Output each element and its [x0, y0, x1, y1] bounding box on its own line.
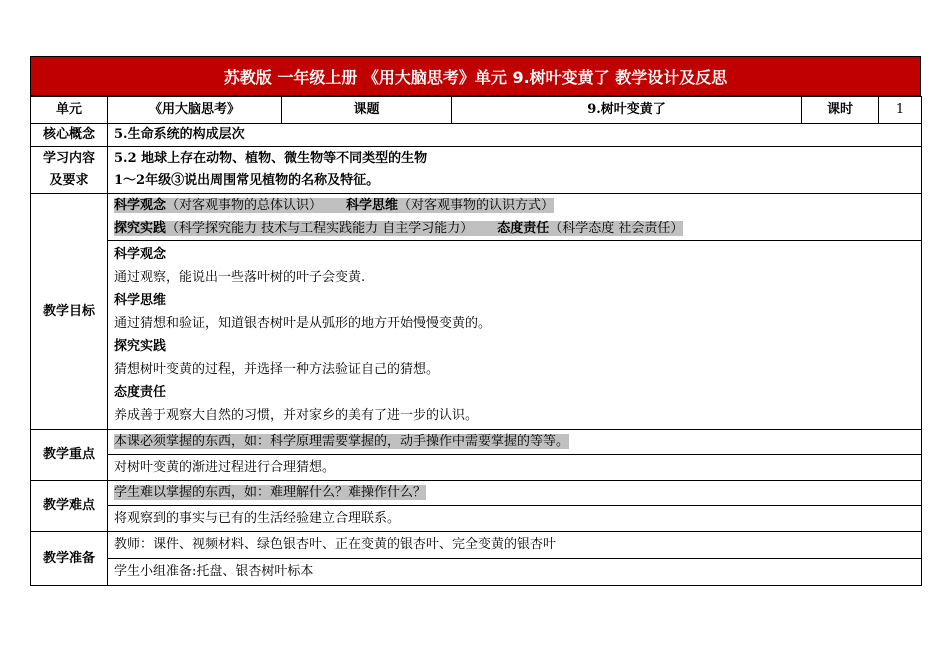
learning-label-line1: 学习内容 — [42, 151, 95, 166]
header-row — [31, 97, 922, 124]
lesson-plan-table — [30, 96, 922, 586]
goals-detail-row — [31, 241, 922, 430]
preparation-students: 学生小组准备:托盘、银杏树叶标本 — [108, 559, 922, 586]
goal-1-text: 通过观察，能说出一些落叶树的叶子会变黄. — [114, 270, 366, 285]
core-concept-row — [31, 124, 922, 147]
lesson-plan-document — [30, 56, 921, 586]
goals-summary-a: 科学观念（对客观事物的总体认识） 科学思维（对客观事物的认识方式） — [114, 198, 555, 213]
unit-label: 单元 — [31, 97, 108, 124]
learning-line1: 5.2 地球上存在动物、植物、微生物等不同类型的生物 — [114, 151, 428, 166]
lesson-label: 课题 — [282, 97, 452, 124]
preparation-students-row — [31, 559, 922, 586]
goal-2-title: 科学思维 — [114, 293, 167, 308]
goals-detail — [108, 241, 922, 430]
learning-row — [31, 147, 922, 194]
preparation-label: 教学准备 — [31, 532, 108, 586]
preparation-teacher-row — [31, 532, 922, 559]
goal-3-text: 猜想树叶变黄的过程，并选择一种方法验证自己的猜想。 — [114, 362, 440, 377]
goals-summary-row — [31, 194, 922, 241]
core-concept-value: 5.生命系统的构成层次 — [108, 124, 922, 147]
learning-line2: 1～2年级③说出周围常见植物的名称及特征。 — [114, 173, 380, 188]
key-points-label: 教学重点 — [31, 430, 108, 481]
goal-2-text: 通过猜想和验证，知道银杏树叶是从弧形的地方开始慢慢变黄的。 — [114, 316, 492, 331]
goal-4-title: 态度责任 — [114, 385, 167, 400]
lesson-value: 9.树叶变黄了 — [452, 97, 802, 124]
learning-label-line2: 及要求 — [49, 173, 89, 188]
difficulties-label: 教学难点 — [31, 481, 108, 532]
hours-value: 1 — [879, 97, 922, 124]
difficulties-row — [31, 506, 922, 532]
goal-1-title: 科学观念 — [114, 247, 167, 262]
key-points-hint-cell — [108, 430, 922, 455]
hours-label: 课时 — [802, 97, 879, 124]
key-points-hint-row — [31, 430, 922, 455]
goals-summary-b: 探究实践（科学探究能力 技术与工程实践能力 自主学习能力） 态度责任（科学态度 社会责任） — [114, 221, 684, 236]
key-points-row — [31, 455, 922, 481]
difficulties-text: 将观察到的事实与已有的生活经验建立合理联系。 — [108, 506, 922, 532]
goals-label: 教学目标 — [31, 194, 108, 430]
goal-3-title: 探究实践 — [114, 339, 167, 354]
key-points-text: 对树叶变黄的渐进过程进行合理猜想。 — [108, 455, 922, 481]
learning-content — [108, 147, 922, 194]
goals-summary — [108, 194, 922, 241]
difficulties-hint-cell — [108, 481, 922, 506]
difficulties-hint: 学生难以掌握的东西，如：难理解什么？难操作什么？ — [114, 485, 427, 500]
document-title: 苏教版 一年级上册 《用大脑思考》单元 9.树叶变黄了 教学设计及反思 — [30, 56, 921, 96]
unit-value: 《用大脑思考》 — [108, 97, 282, 124]
learning-label — [31, 147, 108, 194]
goal-4-text: 养成善于观察大自然的习惯，并对家乡的美有了进一步的认识。 — [114, 408, 479, 423]
preparation-teacher: 教师：课件、视频材料、绿色银杏叶、正在变黄的银杏叶、完全变黄的银杏叶 — [108, 532, 922, 559]
core-concept-label: 核心概念 — [31, 124, 108, 147]
difficulties-hint-row — [31, 481, 922, 506]
key-points-hint: 本课必须掌握的东西，如：科学原理需要掌握的，动手操作中需要掌握的等等。 — [114, 434, 570, 449]
